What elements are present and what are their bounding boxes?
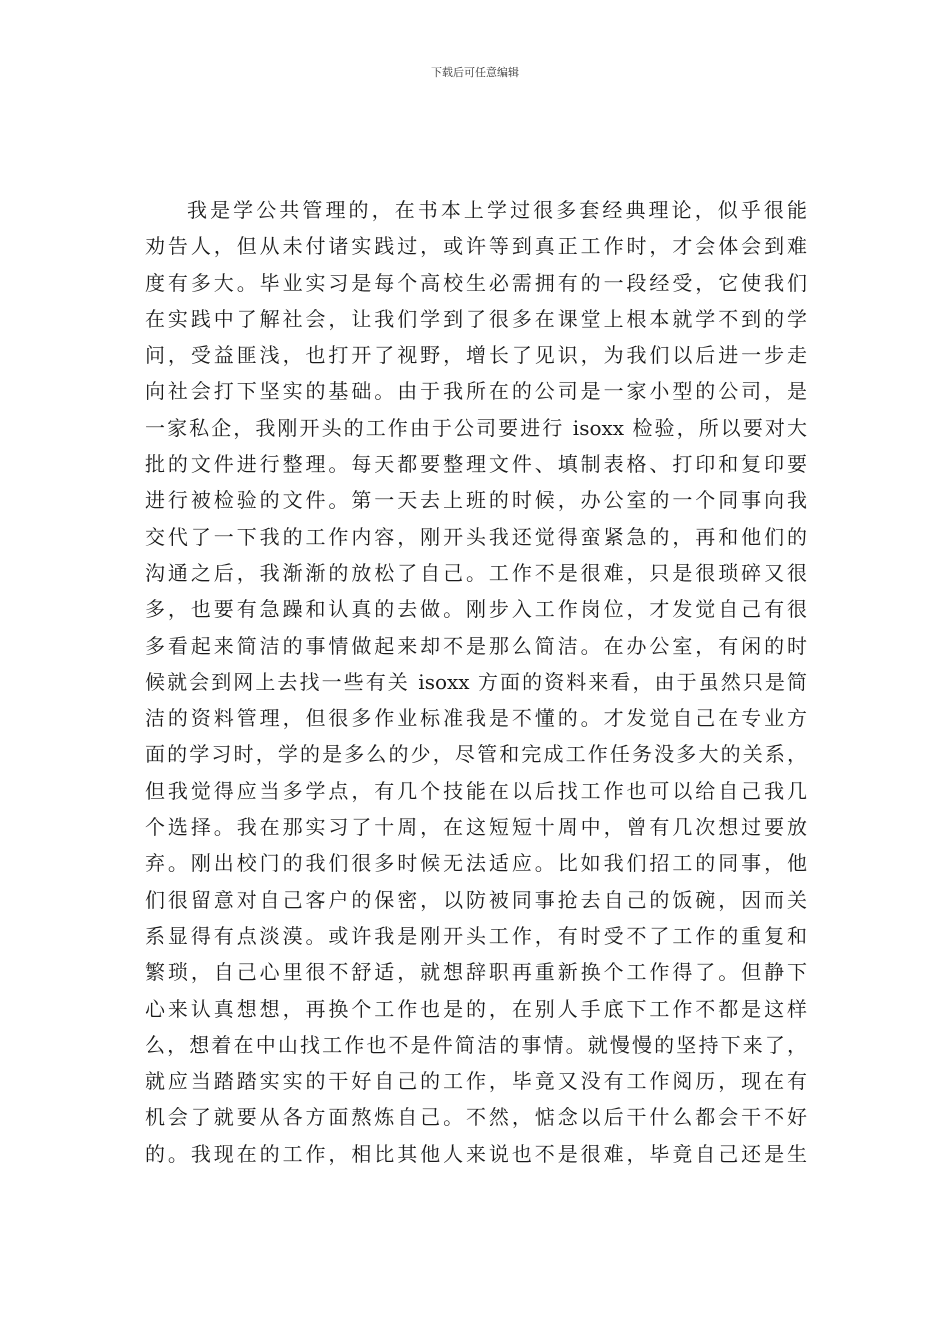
text-line: 么，想着在中山找工作也不是件简洁的事情。就慢慢的坚持下来了， <box>145 1032 807 1057</box>
text-line: 繁琐，自己心里很不舒适，就想辞职再重新换个工作得了。但静下 <box>145 960 807 985</box>
text-line: 机会了就要从各方面熬炼自己。不然，惦念以后干什么都会干不好 <box>145 1105 807 1130</box>
text-line: 一家私企，我刚开头的工作由于公司要进行 isoxx 检验，所以要对大 <box>145 415 807 440</box>
text-line: 弃。刚出校门的我们很多时候无法适应。比如我们招工的同事，他 <box>145 851 807 876</box>
text-line: 系显得有点淡漠。或许我是刚开头工作，有时受不了工作的重复和 <box>145 923 807 948</box>
text-line: 度有多大。毕业实习是每个高校生必需拥有的一段经受，它使我们 <box>145 270 807 295</box>
text-line: 进行被检验的文件。第一天去上班的时候，办公室的一个同事向我 <box>145 488 807 513</box>
text-line: 多，也要有急躁和认真的去做。刚步入工作岗位，才发觉自己有很 <box>145 597 807 622</box>
text-line: 个选择。我在那实习了十周，在这短短十周中，曾有几次想过要放 <box>145 815 807 840</box>
text-line: 问，受益匪浅，也打开了视野，增长了见识，为我们以后进一步走 <box>145 343 807 368</box>
text-line: 劝告人，但从未付诸实践过，或许等到真正工作时，才会体会到难 <box>145 234 807 259</box>
text-line: 的。我现在的工作，相比其他人来说也不是很难，毕竟自己还是生 <box>145 1141 807 1166</box>
text-line: 在实践中了解社会，让我们学到了很多在课堂上根本就学不到的学 <box>145 306 807 331</box>
text-line: 我是学公共管理的，在书本上学过很多套经典理论，似乎很能 <box>187 198 807 222</box>
text-line: 面的学习时，学的是多么的少，尽管和完成工作任务没多大的关系， <box>145 742 807 767</box>
text-line: 们很留意对自己客户的保密，以防被同事抢去自己的饭碗，因而关 <box>145 887 807 912</box>
body-paragraph <box>145 192 807 1172</box>
text-line: 洁的资料管理，但很多作业标准我是不懂的。才发觉自己在专业方 <box>145 706 807 731</box>
text-line: 多看起来简洁的事情做起来却不是那么简洁。在办公室，有闲的时 <box>145 633 807 658</box>
text-line: 批的文件进行整理。每天都要整理文件、填制表格、打印和复印要 <box>145 452 807 477</box>
page-header: 下载后可任意编辑 <box>431 66 519 79</box>
text-line: 向社会打下坚实的基础。由于我所在的公司是一家小型的公司，是 <box>145 379 807 404</box>
text-line: 沟通之后，我渐渐的放松了自己。工作不是很难，只是很琐碎又很 <box>145 560 807 585</box>
text-line: 候就会到网上去找一些有关 isoxx 方面的资料来看，由于虽然只是简 <box>145 669 807 694</box>
text-line: 心来认真想想，再换个工作也是的，在别人手底下工作不都是这样 <box>145 996 807 1021</box>
text-line: 就应当踏踏实实的干好自己的工作，毕竟又没有工作阅历，现在有 <box>145 1069 807 1094</box>
text-line: 但我觉得应当多学点，有几个技能在以后找工作也可以给自己我几 <box>145 778 807 803</box>
text-line: 交代了一下我的工作内容，刚开头我还觉得蛮紧急的，再和他们的 <box>145 524 807 549</box>
